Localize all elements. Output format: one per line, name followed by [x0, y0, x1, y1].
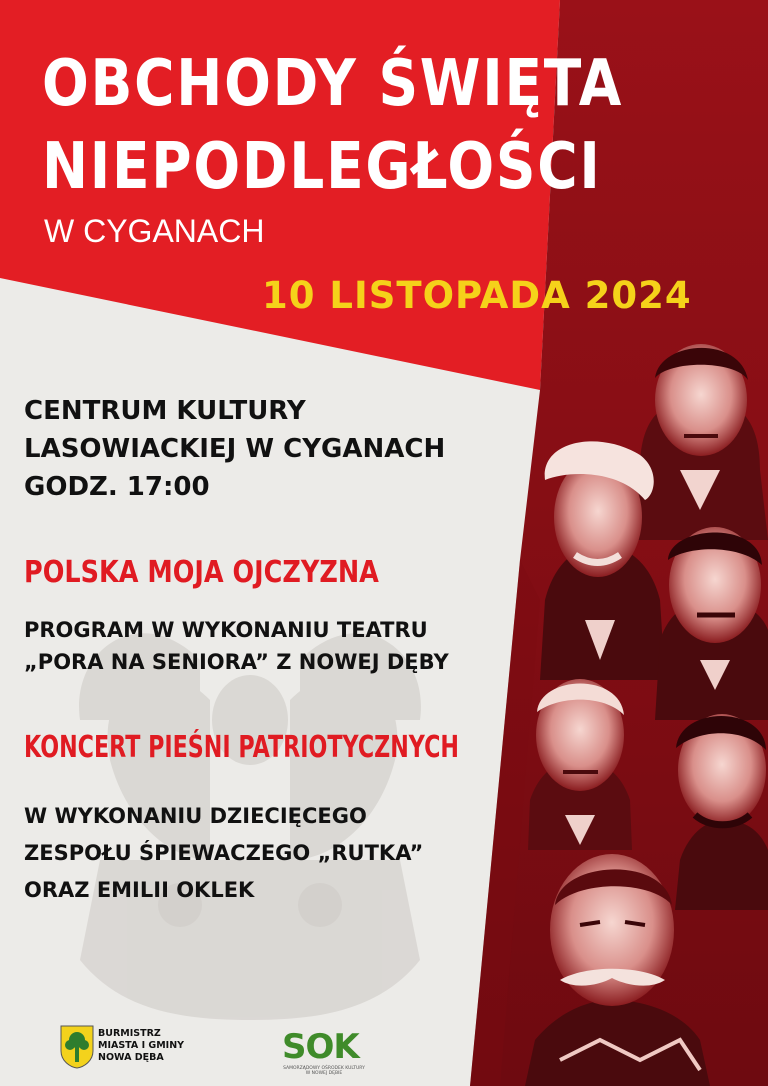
sok-logo — [282, 1027, 372, 1080]
description-line: „PORA NA SENIORA” Z NOWEJ DĘBY — [24, 650, 449, 674]
program-heading-2: KONCERT PIEŚNI PATRIOTYCZNYCH — [24, 730, 459, 765]
title-line-1: OBCHODY ŚWIĘTA — [42, 47, 624, 121]
venue-line: CENTRUM KULTURY — [24, 396, 306, 426]
burmistrz-logo — [60, 1025, 200, 1075]
event-date: 10 LISTOPADA 2024 — [262, 274, 692, 317]
description-line: ZESPOŁU ŚPIEWACZEGO „RUTKA” — [24, 841, 424, 865]
venue-block — [24, 392, 445, 506]
event-time: GODZ. 17:00 — [24, 472, 210, 502]
logo-text-line: NOWA DĘBA — [98, 1052, 164, 1063]
logo-text-line: BURMISTRZ — [98, 1028, 161, 1039]
sok-logo-subtext: SAMORZĄDOWY OŚRODEK KULTURY W NOWEJ DĘBIE — [283, 1066, 365, 1076]
description-line: PROGRAM W WYKONANIU TEATRU — [24, 618, 428, 642]
program-description-1 — [24, 614, 449, 678]
program-description-2 — [24, 798, 423, 909]
description-line: ORAZ EMILII OKLEK — [24, 878, 255, 902]
venue-line: LASOWIACKIEJ W CYGANACH — [24, 434, 446, 464]
burmistrz-logo-text — [98, 1028, 184, 1064]
program-heading-1: POLSKA MOJA OJCZYZNA — [24, 555, 379, 590]
title-line-2: NIEPODLEGŁOŚCI — [42, 130, 602, 204]
description-line: W WYKONANIU DZIECIĘCEGO — [24, 804, 367, 828]
logo-text-line: MIASTA I GMINY — [98, 1040, 185, 1051]
sok-logo-text: SOK — [282, 1027, 359, 1067]
subtitle: W CYGANACH — [44, 213, 265, 249]
coat-of-arms-icon — [60, 1025, 94, 1069]
